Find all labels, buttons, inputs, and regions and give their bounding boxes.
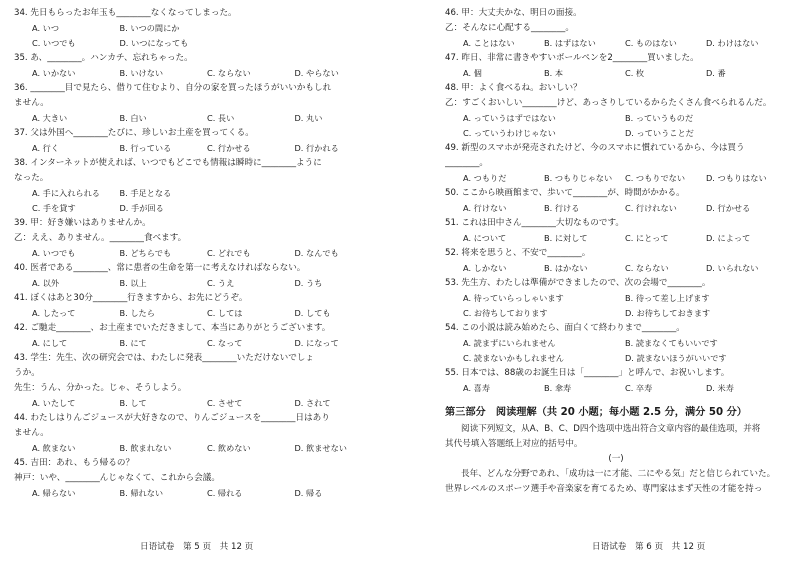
option-choice: A. っていうはずではない (463, 113, 556, 123)
question-line: 41. ぼくはあと30分________行きますから、お先にどうぞ。 (14, 293, 248, 303)
options-row (445, 306, 787, 321)
options-row (445, 171, 787, 186)
option-choice: A. 個 (463, 68, 482, 78)
option-choice: D. 丸い (294, 113, 323, 123)
passage-line: 長年、どんな分野であれ、「成功は一に才能、二にやる気」だと信じられていた。 (461, 469, 776, 479)
option-choice (295, 21, 383, 36)
question-line: 55. 日本では、88歳のお誕生日は「________」と呼んで、お祝いします。 (445, 368, 730, 378)
question-line: 37. 父は外国へ________たびに、珍しいお土産を買ってくる。 (14, 128, 254, 138)
option-choice: D. っていうことだ (625, 128, 694, 138)
option-choice: B. 読まなくてもいいです (625, 338, 718, 348)
question-line: 49. 新型のスマホが発売されたけど、今のスマホに慣れているから、今は買う (445, 143, 745, 153)
options-row (14, 306, 382, 321)
option-choice: C. 読まないかもしれません (463, 353, 564, 363)
option-choice (295, 201, 383, 216)
option-choice: A. 以外 (32, 278, 60, 288)
option-choice: D. されて (294, 398, 331, 408)
option-choice: D. いつになっても (119, 38, 189, 48)
option-choice: C. 行かせる (207, 143, 251, 153)
option-choice: B. 行ける (544, 203, 580, 213)
option-choice: D. いられない (706, 263, 759, 273)
passage-line: 世界レベルのスポーツ選手や音楽家を育てるため、専門家はまず天性の才能を持っ (445, 484, 763, 494)
option-choice: B. はずはない (544, 38, 596, 48)
question-line: 52. 将来を思うと、不安で________。 (445, 248, 591, 258)
question-line: 50. ここから映画館まで、歩いて________が、時間がかかる。 (445, 188, 685, 198)
options-row (445, 291, 787, 306)
options-row (445, 381, 787, 396)
option-choice: A. 行く (32, 143, 60, 153)
option-choice: D. うち (294, 278, 323, 288)
option-choice: A. いかない (32, 68, 76, 78)
option-choice: C. 行けれない (625, 203, 677, 213)
question-line: 40. 医者である________、常に患者の生命を第一に考えなければならない。 (14, 263, 306, 273)
question-line: 乙：そんなに心配する________。 (445, 23, 574, 33)
right-questions (445, 6, 787, 396)
option-choice: B. いつの間にか (119, 23, 180, 33)
option-choice: C. っていうわけじゃない (463, 128, 556, 138)
option-choice: A. 大きい (32, 113, 68, 123)
option-choice: D. 読まないほうがいいです (625, 353, 727, 363)
option-choice: B. にて (119, 338, 147, 348)
options-row (445, 201, 787, 216)
question-line: 35. あ、________。ハンカチ、忘れちゃった。 (14, 53, 193, 63)
option-choice: B. どちらでも (119, 248, 172, 258)
option-choice: C. ならない (207, 68, 251, 78)
options-row (14, 276, 382, 291)
option-choice: C. ものはない (625, 38, 677, 48)
option-choice: C. 長い (207, 113, 235, 123)
question-line: 51. これは田中さん________大切なものです。 (445, 218, 624, 228)
options-row (445, 351, 787, 366)
option-choice: B. 待って差し上げます (625, 293, 710, 303)
option-choice: B. 以上 (119, 278, 147, 288)
question-line: 神戸：いや、________んじゃなくて、これから会議。 (14, 473, 220, 483)
option-choice: D. 行かれる (294, 143, 339, 153)
question-line: 48. 甲：よく食べるね。おいしい？ (445, 83, 582, 93)
option-choice: A. したって (32, 308, 76, 318)
option-choice: B. 帰れない (119, 488, 164, 498)
option-choice: B. つもりじゃない (544, 173, 613, 183)
option-choice: C. お待ちしております (463, 308, 548, 318)
option-choice: B. 飲まれない (119, 443, 172, 453)
option-choice: D. わけはない (706, 38, 759, 48)
option-choice: A. にして (32, 338, 68, 348)
option-choice: C. しては (207, 308, 243, 318)
option-choice: C. させて (207, 398, 243, 408)
options-row (14, 186, 382, 201)
question-line: 36. ________目で見たら、借りて住むより、自分の家を買ったほうがいいかもしれ (14, 83, 332, 93)
option-choice: D. 手が回る (119, 203, 164, 213)
options-row (14, 36, 382, 51)
question-line: 47. 昨日、非常に書きやすいボールペンを2________買いました。 (445, 53, 699, 63)
option-choice: B. 手足となる (119, 188, 172, 198)
option-choice (207, 36, 295, 51)
option-choice: A. いたして (32, 398, 76, 408)
option-choice: A. いつでも (32, 248, 76, 258)
option-choice: B. したら (119, 308, 155, 318)
option-choice: A. 読まずにいられません (463, 338, 556, 348)
option-choice: A. 帰らない (32, 488, 76, 498)
option-choice: B. に対して (544, 233, 588, 243)
option-choice: D. お待ちしておきます (625, 308, 711, 318)
question-line: うか。 (14, 368, 40, 378)
option-choice: B. 白い (119, 113, 147, 123)
option-choice: A. について (463, 233, 507, 243)
question-line: 42. ご馳走________、お土産までいただきまして、本当にありがとうございます。 (14, 323, 331, 333)
options-row (445, 336, 787, 351)
option-choice: D. 番 (706, 68, 726, 78)
question-line: ません。 (14, 428, 49, 438)
option-choice: A. 行けない (463, 203, 507, 213)
option-choice: B. 傘寿 (544, 383, 572, 393)
option-choice: D. つもりはない (706, 173, 767, 183)
options-row (14, 66, 382, 81)
option-choice: A. 喜寿 (463, 383, 491, 393)
question-line: 先生：うん、分かった。じゃ、そうしよう。 (14, 383, 187, 393)
question-line: 34. 先日もらったお年玉も________なくなってしまった。 (14, 8, 237, 18)
option-choice: D. によって (706, 233, 751, 243)
option-choice: A. しかない (463, 263, 507, 273)
option-choice: D. になって (294, 338, 339, 348)
exam-page-6 (397, 0, 794, 561)
question-line: 54. この小説は読み始めたら、面白くて終わりまで________。 (445, 323, 685, 333)
option-choice: A. 手に入れられる (32, 188, 100, 198)
option-choice: D. なんでも (294, 248, 339, 258)
option-choice: C. 飲めない (207, 443, 251, 453)
question-line: 38. インターネットが使えれば、いつでもどこでも情報は瞬時に________ように (14, 158, 322, 168)
left-questions (14, 6, 382, 501)
option-choice: C. 帰れる (207, 488, 243, 498)
option-choice: C. いつでも (32, 38, 76, 48)
option-choice: A. つもりだ (463, 173, 507, 183)
option-choice: A. いつ (32, 23, 60, 33)
option-choice (295, 36, 383, 51)
option-choice: D. やらない (294, 68, 339, 78)
option-choice: B. っていうものだ (625, 113, 694, 123)
question-line: 乙：ええ、ありません。________食べます。 (14, 233, 187, 243)
options-row (445, 66, 787, 81)
options-row (14, 441, 382, 456)
option-choice: D. 行かせる (706, 203, 751, 213)
option-choice: C. 枚 (625, 68, 645, 78)
option-choice: C. にとって (625, 233, 669, 243)
page-footer: 日语试卷 第 5 页 共 12 页 (140, 542, 254, 552)
option-choice: A. 待っていらっしゃいます (463, 293, 564, 303)
options-row (445, 111, 787, 126)
option-choice: C. なって (207, 338, 243, 348)
options-row (445, 36, 787, 51)
option-choice: B. 本 (544, 68, 564, 78)
options-row (14, 336, 382, 351)
section-title: 第三部分 阅读理解（共 20 小题；每小题 2.5 分，满分 50 分） (445, 407, 747, 418)
options-row (445, 126, 787, 141)
question-line: 44. わたしはりんごジュースが大好きなので、りんごジュースを________日はあり (14, 413, 330, 423)
option-choice (207, 186, 295, 201)
options-row (14, 396, 382, 411)
question-line: 43. 学生：先生、次の研究会では、わたしに発表________いただけないでしょ (14, 353, 314, 363)
option-choice: D. 飲ませない (294, 443, 347, 453)
option-choice: D. しても (294, 308, 331, 318)
options-row (14, 111, 382, 126)
option-choice: A. ことはない (463, 38, 515, 48)
passage-number: (一) (608, 454, 624, 464)
question-line: 45. 吉田：あれ、もう帰るの？ (14, 458, 135, 468)
question-line: ません。 (14, 98, 49, 108)
options-row (445, 231, 787, 246)
option-choice: C. 卒寿 (625, 383, 653, 393)
option-choice (295, 186, 383, 201)
question-line: なった。 (14, 173, 49, 183)
question-line: 乙：すごくおいしい________けど、あっさりしているからたくさん食べられるんだ。 (445, 98, 772, 108)
question-line: 46. 甲：大丈夫かな、明日の面接。 (445, 8, 582, 18)
option-choice: C. つもりでない (625, 173, 686, 183)
options-row (14, 141, 382, 156)
instruction-line: 其代号填入答题纸上对应的括号中。 (445, 439, 583, 449)
option-choice: B. 行っている (119, 143, 172, 153)
option-choice: C. どれでも (207, 248, 251, 258)
options-row (445, 261, 787, 276)
right-content (445, 6, 787, 497)
option-choice: B. して (119, 398, 147, 408)
option-choice (207, 201, 295, 216)
question-line: 39. 甲：好き嫌いはありませんか。 (14, 218, 151, 228)
option-choice: B. いけない (119, 68, 164, 78)
question-line: 53. 先生方、わたしは準備ができましたので、次の会場で________。 (445, 278, 711, 288)
option-choice: A. 飲まない (32, 443, 76, 453)
question-line: ________。 (445, 158, 488, 168)
option-choice (207, 21, 295, 36)
option-choice: C. 手を貸す (32, 203, 76, 213)
options-row (14, 21, 382, 36)
options-row (14, 201, 382, 216)
page-footer: 日语试卷 第 6 页 共 12 页 (592, 542, 706, 552)
instruction-line: 阅读下列短文，从A、B、C、D四个选项中选出符合文章内容的最佳选项，并将 (461, 424, 761, 434)
option-choice: D. 米寿 (706, 383, 734, 393)
option-choice: D. 帰る (294, 488, 323, 498)
options-row (14, 486, 382, 501)
options-row (14, 246, 382, 261)
option-choice: C. うえ (207, 278, 235, 288)
option-choice: C. ならない (625, 263, 669, 273)
option-choice: B. はかない (544, 263, 588, 273)
